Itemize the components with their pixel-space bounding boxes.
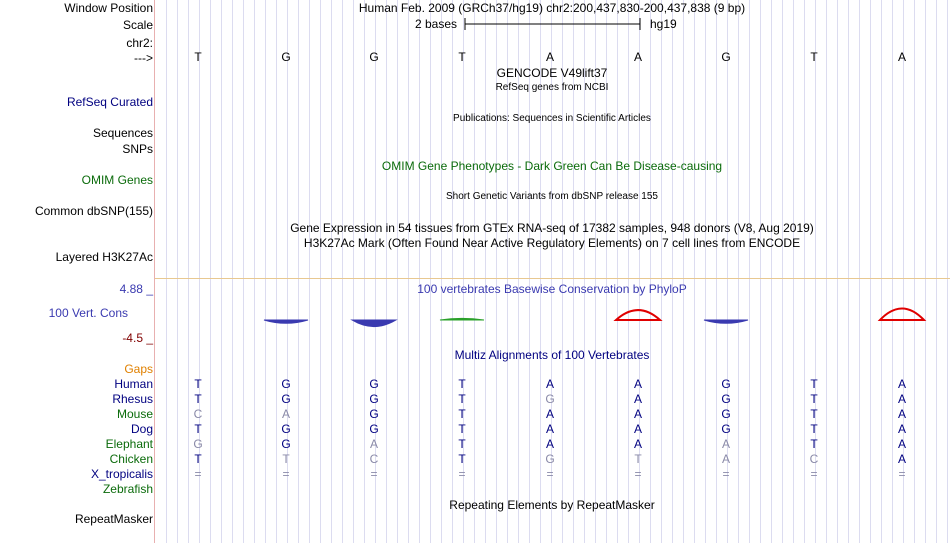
refseq-track-title[interactable]: RefSeq genes from NCBI [495, 82, 609, 93]
sequence-base: G [281, 50, 291, 64]
aligned-base: = [898, 467, 906, 481]
phylop-mark [264, 320, 308, 323]
strand-label: ---> [134, 51, 153, 65]
aligned-base: G [721, 407, 731, 421]
aligned-base: A [633, 377, 642, 391]
aligned-base: G [281, 437, 291, 451]
aligned-base: A [897, 452, 906, 466]
vert-cons-label[interactable]: 100 Vert. Cons [48, 306, 128, 320]
multiz-track-title[interactable]: Multiz Alignments of 100 Vertebrates [454, 348, 650, 362]
aligned-base: G [721, 377, 731, 391]
species-label[interactable]: Mouse [116, 407, 153, 421]
window-position-value: Human Feb. 2009 (GRCh37/hg19) chr2:200,437,830-200,437,838 (9 bp) [358, 1, 746, 15]
aligned-base: A [633, 437, 642, 451]
species-label[interactable]: Zebrafish [102, 482, 153, 496]
aligned-base: T [810, 407, 818, 421]
aligned-base: A [633, 392, 642, 406]
aligned-base: C [193, 407, 203, 421]
sequence-base: T [458, 50, 466, 64]
aligned-base: = [722, 467, 730, 481]
phylop-min-label: -4.5 _ [122, 331, 153, 345]
species-label[interactable]: Dog [130, 422, 153, 436]
phylop-track-title[interactable]: 100 vertebrates Basewise Conservation by PhyloP [417, 282, 687, 296]
aligned-base: T [458, 407, 466, 421]
aligned-base: A [545, 377, 554, 391]
aligned-base: A [281, 407, 290, 421]
aligned-base: A [897, 377, 906, 391]
aligned-base: T [194, 392, 202, 406]
sequence-base: T [810, 50, 818, 64]
species-label[interactable]: X_tropicalis [90, 467, 153, 481]
aligned-base: A [545, 437, 554, 451]
aligned-base: A [633, 407, 642, 421]
aligned-base: G [721, 392, 731, 406]
aligned-base: A [545, 422, 554, 436]
scale-assembly: hg19 [650, 17, 677, 31]
phylop-max-label: 4.88 _ [119, 282, 153, 296]
aligned-base: = [194, 467, 202, 481]
gencode-track-title[interactable]: GENCODE V49lift37 [496, 66, 608, 80]
phylop-mark [440, 318, 484, 320]
common-dbsnp-label[interactable]: Common dbSNP(155) [34, 204, 153, 218]
species-label[interactable]: Rhesus [112, 392, 153, 406]
aligned-base: G [545, 452, 555, 466]
aligned-base: G [193, 437, 203, 451]
aligned-base: G [369, 392, 379, 406]
sequence-base: G [721, 50, 731, 64]
aligned-base: T [458, 437, 466, 451]
sequences-label[interactable]: Sequences [92, 126, 153, 140]
snps-label[interactable]: SNPs [122, 142, 153, 156]
aligned-base: T [194, 452, 202, 466]
chromosome-label: chr2: [126, 36, 153, 50]
aligned-base: A [633, 422, 642, 436]
aligned-base: T [810, 437, 818, 451]
aligned-base: T [282, 452, 290, 466]
layered-h3k27ac-label[interactable]: Layered H3K27Ac [55, 250, 153, 264]
scale-bases: 2 bases [415, 17, 458, 31]
aligned-base: C [369, 452, 379, 466]
publications-track-title[interactable]: Publications: Sequences in Scientific Articles [453, 113, 651, 124]
aligned-base: A [897, 392, 906, 406]
aligned-base: = [546, 467, 554, 481]
sequence-base: A [545, 50, 554, 64]
sequence-base: T [194, 50, 202, 64]
aligned-base: G [721, 422, 731, 436]
scale-label: Scale [122, 18, 153, 32]
gaps-label[interactable]: Gaps [124, 362, 153, 376]
aligned-base: = [282, 467, 290, 481]
aligned-base: A [545, 407, 554, 421]
aligned-base: A [897, 407, 906, 421]
aligned-base: T [194, 422, 202, 436]
aligned-base: A [897, 437, 906, 451]
species-label[interactable]: Chicken [109, 452, 153, 466]
aligned-base: G [281, 422, 291, 436]
h3k27ac-track-title[interactable]: H3K27Ac Mark (Often Found Near Active Regulatory Elements) on 7 cell lines from ENCODE [303, 236, 801, 250]
species-label[interactable]: Human [114, 377, 153, 391]
refseq-curated-label[interactable]: RefSeq Curated [66, 95, 153, 109]
aligned-base: A [897, 422, 906, 436]
aligned-base: T [458, 377, 466, 391]
aligned-base: T [458, 422, 466, 436]
aligned-base: T [458, 392, 466, 406]
aligned-base: = [810, 467, 818, 481]
sequence-base: A [633, 50, 642, 64]
omim-genes-label[interactable]: OMIM Genes [81, 173, 153, 187]
phylop-mark [704, 320, 748, 323]
aligned-base: G [369, 422, 379, 436]
aligned-base: = [458, 467, 466, 481]
aligned-base: T [810, 422, 818, 436]
phylop-mark [616, 310, 660, 320]
sequence-base: G [369, 50, 379, 64]
aligned-base: G [545, 392, 555, 406]
aligned-base: A [721, 437, 730, 451]
aligned-base: G [369, 407, 379, 421]
aligned-base: T [634, 452, 642, 466]
repeatmasker-track-title[interactable]: Repeating Elements by RepeatMasker [449, 498, 655, 512]
omim-track-title[interactable]: OMIM Gene Phenotypes - Dark Green Can Be Disease-causing [381, 159, 723, 173]
window-position-label: Window Position [64, 1, 153, 15]
dbsnp-track-title[interactable]: Short Genetic Variants from dbSNP release 155 [446, 191, 658, 202]
aligned-base: T [194, 377, 202, 391]
aligned-base: T [458, 452, 466, 466]
aligned-base: A [721, 452, 730, 466]
aligned-base: C [809, 452, 819, 466]
aligned-base: A [369, 437, 378, 451]
aligned-base: = [370, 467, 378, 481]
aligned-base: G [369, 377, 379, 391]
gtex-track-title[interactable]: Gene Expression in 54 tissues from GTEx RNA-seq of 17382 samples, 948 donors (V8, Aug 2019) [290, 221, 814, 235]
phylop-mark [880, 308, 924, 320]
aligned-base: G [281, 392, 291, 406]
phylop-mark [352, 320, 396, 327]
aligned-base: T [810, 392, 818, 406]
repeatmasker-label[interactable]: RepeatMasker [74, 512, 153, 526]
aligned-base: G [281, 377, 291, 391]
sequence-base: A [897, 50, 906, 64]
aligned-base: = [634, 467, 642, 481]
aligned-base: T [810, 377, 818, 391]
species-label[interactable]: Elephant [105, 437, 153, 451]
